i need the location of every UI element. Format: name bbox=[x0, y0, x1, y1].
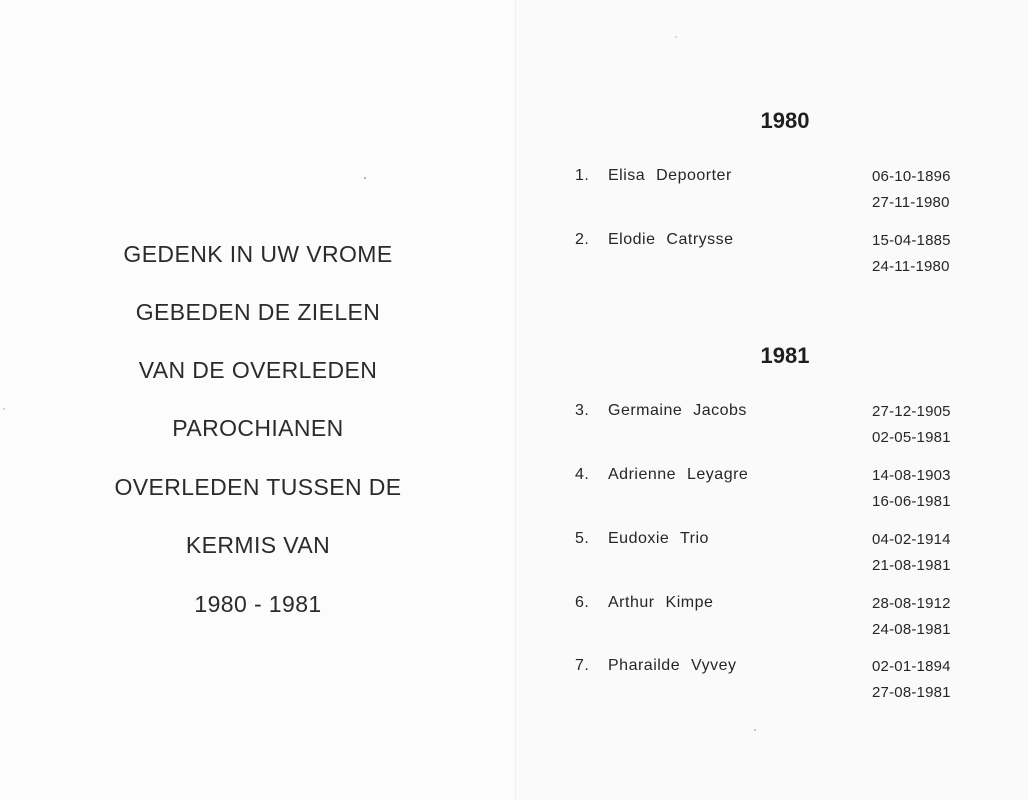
year-heading-1981: 1981 bbox=[760, 343, 810, 368]
year-heading-1980: 1980 bbox=[760, 108, 810, 133]
deceased-entry bbox=[516, 657, 1028, 717]
entry-name: Adrienne Leyagre bbox=[608, 466, 749, 483]
entry-birth-date: 27-12-1905 bbox=[872, 403, 951, 420]
deceased-entry bbox=[516, 231, 1028, 291]
entry-death-date: 21-08-1981 bbox=[872, 557, 951, 574]
dedication-line-4: PAROCHIANEN bbox=[172, 415, 344, 441]
entry-birth-date: 28-08-1912 bbox=[872, 595, 951, 612]
entry-number: 5. bbox=[575, 530, 590, 547]
dedication-line-5: OVERLEDEN TUSSEN DE bbox=[114, 474, 402, 500]
entry-number: 6. bbox=[575, 594, 590, 611]
entry-death-date: 24-08-1981 bbox=[872, 621, 951, 638]
entry-number: 4. bbox=[575, 466, 590, 483]
entry-birth-date: 06-10-1896 bbox=[872, 168, 951, 185]
entry-birth-date: 15-04-1885 bbox=[872, 232, 951, 249]
entry-birth-date: 02-01-1894 bbox=[872, 658, 951, 675]
dedication-years: 1980 - 1981 bbox=[194, 591, 322, 617]
deceased-entry bbox=[516, 530, 1028, 590]
entry-name: Elodie Catrysse bbox=[608, 231, 734, 248]
deceased-entry bbox=[516, 167, 1028, 227]
entry-death-date: 27-11-1980 bbox=[872, 194, 950, 211]
paper-speck bbox=[675, 36, 677, 38]
entry-death-date: 27-08-1981 bbox=[872, 684, 951, 701]
entry-name: Elisa Depoorter bbox=[608, 167, 732, 184]
entry-name: Eudoxie Trio bbox=[608, 530, 709, 547]
entry-name: Arthur Kimpe bbox=[608, 594, 714, 611]
paper-speck bbox=[754, 729, 756, 731]
entry-death-date: 02-05-1981 bbox=[872, 429, 951, 446]
paper-speck bbox=[364, 177, 366, 179]
entry-number: 1. bbox=[575, 167, 590, 184]
right-page bbox=[516, 0, 1028, 800]
entry-number: 7. bbox=[575, 657, 590, 674]
deceased-entry bbox=[516, 594, 1028, 654]
entry-death-date: 16-06-1981 bbox=[872, 493, 951, 510]
entry-name: Pharailde Vyvey bbox=[608, 657, 737, 674]
paper-speck bbox=[3, 408, 5, 410]
entry-name: Germaine Jacobs bbox=[608, 402, 747, 419]
dedication-line-6: KERMIS VAN bbox=[185, 532, 331, 558]
dedication-line-1: GEDENK IN UW VROME bbox=[123, 241, 393, 267]
entry-death-date: 24-11-1980 bbox=[872, 258, 950, 275]
entry-number: 3. bbox=[575, 402, 590, 419]
deceased-entry bbox=[516, 402, 1028, 462]
entry-number: 2. bbox=[575, 231, 590, 248]
dedication-line-2: GEBEDEN DE ZIELEN bbox=[135, 299, 381, 325]
entry-birth-date: 04-02-1914 bbox=[872, 531, 951, 548]
dedication-line-3: VAN DE OVERLEDEN bbox=[138, 357, 378, 383]
deceased-entry bbox=[516, 466, 1028, 526]
entry-birth-date: 14-08-1903 bbox=[872, 467, 951, 484]
